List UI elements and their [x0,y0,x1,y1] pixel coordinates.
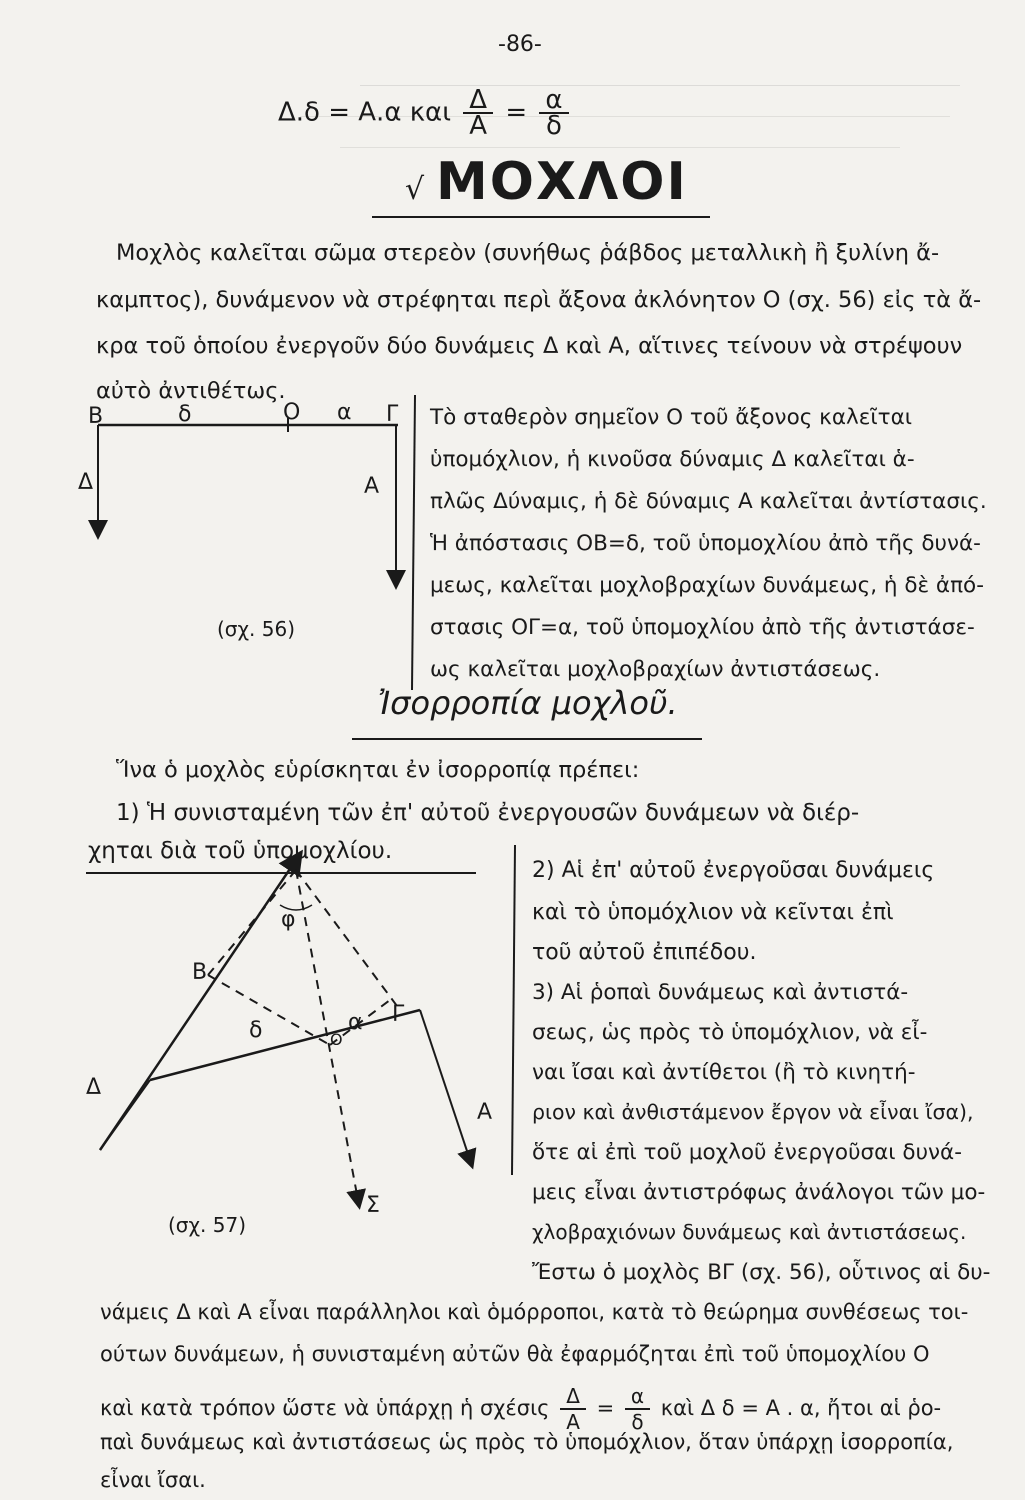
fig57-lever-bar [150,1010,420,1080]
closing-line-1: νάμεις Δ καὶ Α εἶναι παράλληλοι καὶ ὁμόρροποι, κατὰ τὸ θεώρημα συνθέσεως τοι- [100,1300,969,1324]
condition-3-line-8: Ἔστω ὁ μοχλὸς ΒΓ (σχ. 56), οὗτινος αἱ δυ- [532,1260,991,1285]
fig57-dashed-right [296,870,400,1010]
intro-line-1: Μοχλὸς καλεῖται σῶμα στερεὸν (συνήθως ῥάβδος μεταλλικὴ ἢ ξυλίνη ἄ- [116,240,940,266]
fig56-label-D: Δ [78,470,94,495]
definition-line-2: ὑπομόχλιον, ἡ κινοῦσα δύναμις Δ καλεῖται ἁ- [430,447,915,472]
closing-line-5: εἶναι ἴσαι. [100,1468,206,1492]
definition-line-6: στασις ΟΓ=α, τοῦ ὑπομοχλίου ἀπὸ τῆς ἀντιστάσε- [430,615,975,640]
closing-line-2: ούτων δυνάμεων, ἡ συνισταμένη αὐτῶν θὰ ἐφαρμόζηται ἐπὶ τοῦ ὑπομοχλίου Ο [100,1342,930,1366]
condition-3-line-3: ναι ἴσαι καὶ ἀντίθετοι (ἢ τὸ κινητή- [532,1060,916,1085]
fig57-label-O: Ο [330,1030,343,1049]
fig57-force-A-arrow [420,1010,470,1160]
closing-line-3-start: καὶ κατὰ τρόπον ὥστε νὰ ὑπάρχῃ ἡ σχέσις [100,1396,550,1420]
fig57-force-D-line [100,1080,150,1150]
closing-line-3-end: καὶ Δ δ = Α . α, ἤτοι αἱ ῥο- [660,1396,942,1420]
fig57-label-delta: δ [249,1018,263,1043]
intro-line-3: κρα τοῦ ὁποίου ἐνεργοῦν δύο δυνάμεις Δ καὶ Α, αἵτινες τείνουν νὰ στρέψουν [96,333,963,359]
condition-2-line-2: καὶ τὸ ὑπομόχλιον νὰ κεῖνται ἐπὶ [532,900,894,925]
fig56-label-B: Β [88,404,104,429]
condition-3-line-1: 3) Αἱ ῥοπαὶ δυνάμεως καὶ ἀντιστά- [532,980,909,1005]
definition-line-7: ως καλεῖται μοχλοβραχίων ἀντιστάσεως. [430,657,881,682]
intro-line-4: αὐτὸ ἀντιθέτως. [96,378,286,404]
fig57-label-phi: φ [281,907,296,932]
condition-1-line-2: χηται διὰ τοῦ ὑπομοχλίου. [88,838,393,864]
closing-fraction-1: $\frac{\Delta}{A}$ [560,1384,586,1434]
section-subtitle: Ἰσορροπία μοχλοῦ. [378,684,678,722]
fig57-label-G: Γ [392,1002,405,1027]
closing-fraction-2: $\frac{\alpha}{\delta}$ [625,1384,650,1434]
column-divider-57 [512,845,515,1175]
formula-fraction-2: $\frac{\alpha}{\delta}$ [539,88,568,138]
fig57-label-A: Α [477,1100,493,1125]
definition-line-4: Ἡ ἀπόστασις ΟΒ=δ, τοῦ ὑπομοχλίου ἀπὸ τῆς δυνά- [430,531,981,556]
conditions-intro: Ἵνα ὁ μοχλὸς εὑρίσκηται ἐν ἰσορροπίᾳ πρέπει: [116,757,640,783]
page-title: ΜΟΧΛΟΙ [436,152,688,212]
fig57-label-D: Δ [86,1075,102,1100]
definition-line-1: Τὸ σταθερὸν σημεῖον Ο τοῦ ἄξονος καλεῖται [430,405,913,430]
closing-line-4: παὶ δυνάμεως καὶ ἀντιστάσεως ὡς πρὸς τὸ ὑπομόχλιον, ὅταν ὑπάρχῃ ἰσορροπία, [100,1430,954,1454]
condition-1-line-1: 1) Ἡ συνισταμένη τῶν ἐπ' αὐτοῦ ἐνεργουσῶν δυνάμεων νὰ διέρ- [116,800,860,826]
checkmark-icon: √ [405,172,425,207]
condition-3-line-2: σεως, ὡς πρὸς τὸ ὑπομόχλιον, νὰ εἶ- [532,1020,928,1045]
definition-line-3: πλῶς Δύναμις, ἡ δὲ δύναμις Α καλεῖται ἀντίστασις. [430,489,987,514]
definition-line-5: μεως, καλεῖται μοχλοβραχίων δυνάμεως, ἡ δὲ ἀπό- [430,573,984,598]
closing-line-3: καὶ κατὰ τρόπον ὥστε νὰ ὑπάρχῃ ἡ σχέσις $\frac{\Delta}{A}$ = $\frac{\alpha}{\delta}$ καὶ Δ δ = Α . α, ἤτοι αἱ ῥο- [100,1384,942,1434]
top-formula: Δ.δ = Α.α και $\frac{\Delta}{A}$ = $\frac{\alpha}{\delta}$ [278,88,573,138]
fig56-label-O: Ο [283,400,301,425]
fig57-dashed-delta [208,975,330,1045]
condition-3-line-6: μεις εἶναι ἀντιστρόφως ἀνάλογοι τῶν μο- [532,1180,986,1205]
formula-fraction-1: $\frac{\Delta}{A}$ [463,88,493,138]
page-number: -86- [498,32,542,57]
condition-3-line-5: ὅτε αἱ ἐπὶ τοῦ μοχλοῦ ἐνεργοῦσαι δυνά- [532,1140,962,1165]
condition-2-line-3: τοῦ αὐτοῦ ἐπιπέδου. [532,940,757,965]
condition-3-line-7: χλοβραχιόνων δυνάμεως καὶ ἀντιστάσεως. [532,1220,967,1244]
fig56-label-G: Γ [386,402,399,427]
fig57-resultant-sigma [296,870,358,1200]
fig57-caption: (σχ. 57) [168,1213,246,1237]
fig57-left-force-line [100,860,296,1150]
fig57-label-alpha: α [348,1010,363,1035]
fig56-label-delta: δ [178,402,192,427]
fig56-caption: (σχ. 56) [217,617,295,641]
fig56-label-alpha: α [337,400,352,425]
formula-left: Δ.δ = Α.α και [278,97,451,128]
fig57-label-Sigma: Σ [366,1193,380,1218]
fig57-label-B: Β [192,960,208,985]
condition-2-line-1: 2) Αἱ ἐπ' αὐτοῦ ἐνεργοῦσαι δυνάμεις [532,858,935,883]
condition-3-line-4: ριον καὶ ἀνθιστάμενον ἔργον νὰ εἶναι ἴσα), [532,1100,974,1124]
intro-line-2: καμπτος), δυνάμενον νὰ στρέφηται περὶ ἄξονα ἀκλόνητον Ο (σχ. 56) εἰς τὰ ἄ- [96,287,982,313]
fig56-label-A: Α [364,474,380,499]
